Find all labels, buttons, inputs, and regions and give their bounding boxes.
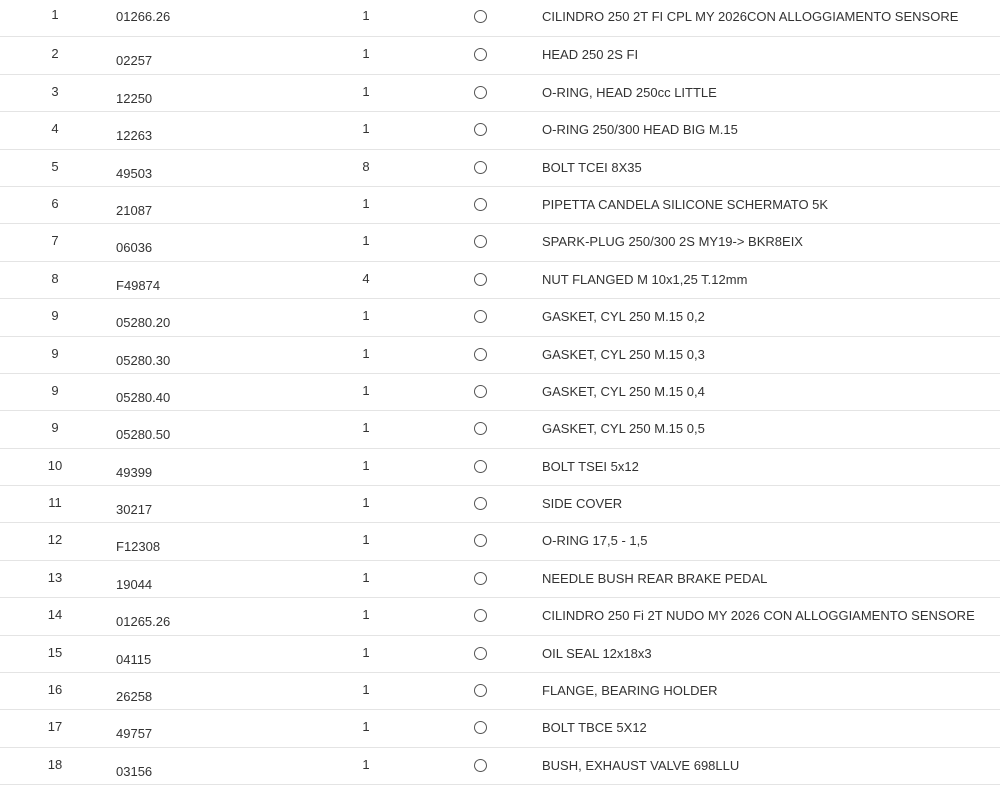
part-code: 19044 — [116, 576, 153, 592]
position-number: 8 — [51, 270, 59, 286]
select-radio[interactable] — [474, 161, 487, 174]
select-radio[interactable] — [474, 273, 487, 286]
radio-circle-icon[interactable] — [474, 48, 487, 61]
position-number: 6 — [51, 195, 59, 211]
position-number: 17 — [47, 719, 63, 735]
select-radio[interactable] — [474, 385, 487, 398]
quantity: 1 — [362, 8, 370, 23]
part-description: HEAD 250 2S FI — [542, 47, 639, 63]
table-row — [0, 37, 1000, 74]
part-code: F49874 — [116, 277, 161, 293]
quantity: 1 — [362, 382, 370, 398]
select-radio[interactable] — [474, 759, 487, 772]
quantity: 1 — [362, 756, 370, 772]
position-number: 2 — [51, 46, 59, 62]
radio-circle-icon[interactable] — [474, 348, 487, 361]
quantity: 1 — [362, 495, 370, 511]
table-row — [0, 561, 1000, 598]
position-number: 9 — [51, 420, 59, 436]
part-code: 03156 — [116, 763, 153, 779]
quantity: 1 — [362, 46, 370, 62]
part-description: GASKET, CYL 250 M.15 0,4 — [542, 383, 705, 399]
part-description: BUSH, EXHAUST VALVE 698LLU — [542, 757, 740, 773]
position-number: 12 — [47, 532, 63, 548]
table-row — [0, 187, 1000, 224]
select-radio[interactable] — [474, 647, 487, 660]
select-radio[interactable] — [474, 348, 487, 361]
table-row — [0, 411, 1000, 448]
quantity: 4 — [362, 270, 370, 286]
position-number: 4 — [51, 121, 59, 137]
select-radio[interactable] — [474, 310, 487, 323]
part-description: O-RING, HEAD 250cc LITTLE — [542, 84, 717, 100]
part-code: F12308 — [116, 539, 161, 555]
quantity: 1 — [362, 607, 370, 623]
quantity: 1 — [362, 195, 370, 211]
position-number: 7 — [51, 233, 59, 249]
part-code: 26258 — [116, 689, 153, 705]
part-description: OIL SEAL 12x18x3 — [542, 645, 652, 661]
part-code: 04115 — [116, 651, 152, 667]
select-radio[interactable] — [474, 198, 487, 211]
table-row — [0, 337, 1000, 374]
table-row — [0, 150, 1000, 187]
position-number: 9 — [51, 308, 59, 324]
part-description: O-RING 250/300 HEAD BIG M.15 — [542, 122, 738, 138]
part-code: 02257 — [116, 53, 153, 69]
select-radio[interactable] — [474, 684, 487, 697]
part-code: 01266.26 — [116, 9, 171, 24]
part-code: 30217 — [116, 502, 153, 518]
table-row — [0, 748, 1000, 785]
radio-circle-icon[interactable] — [474, 161, 487, 174]
radio-circle-icon[interactable] — [474, 759, 487, 772]
position-number: 15 — [47, 644, 63, 660]
part-code: 12263 — [116, 128, 153, 144]
table-row — [0, 0, 1000, 37]
table-row — [0, 673, 1000, 710]
part-code: 06036 — [116, 240, 153, 256]
table-row — [0, 486, 1000, 523]
part-description: NEEDLE BUSH REAR BRAKE PEDAL — [542, 570, 768, 586]
position-number: 11 — [48, 495, 62, 511]
table-row — [0, 262, 1000, 299]
select-radio[interactable] — [474, 86, 487, 99]
radio-circle-icon[interactable] — [474, 310, 487, 323]
quantity: 8 — [362, 158, 370, 174]
position-number: 3 — [51, 83, 59, 99]
part-code: 12250 — [116, 90, 153, 106]
radio-circle-icon[interactable] — [474, 609, 487, 622]
quantity: 1 — [362, 121, 370, 137]
radio-circle-icon[interactable] — [474, 460, 487, 473]
table-row — [0, 374, 1000, 411]
radio-circle-icon[interactable] — [474, 572, 487, 585]
select-radio[interactable] — [474, 609, 487, 622]
table-row — [0, 636, 1000, 673]
part-description: CILINDRO 250 Fi 2T NUDO MY 2026 CON ALLOGGIAMENTO SENSORE — [542, 608, 975, 624]
radio-circle-icon[interactable] — [474, 684, 487, 697]
select-radio[interactable] — [474, 422, 487, 435]
radio-circle-icon[interactable] — [474, 497, 487, 510]
select-radio[interactable] — [474, 572, 487, 585]
part-code: 21087 — [116, 202, 153, 218]
position-number: 18 — [47, 756, 63, 772]
select-radio[interactable] — [474, 10, 487, 23]
part-description: SIDE COVER — [542, 496, 623, 512]
radio-circle-icon[interactable] — [474, 534, 487, 547]
radio-circle-icon[interactable] — [474, 198, 487, 211]
table-row — [0, 710, 1000, 747]
part-code: 49399 — [116, 464, 153, 480]
part-code: 05280.20 — [116, 315, 171, 331]
position-number: 5 — [51, 158, 59, 174]
radio-circle-icon[interactable] — [474, 86, 487, 99]
radio-circle-icon[interactable] — [474, 385, 487, 398]
part-code: 05280.50 — [116, 427, 171, 443]
part-description: SPARK-PLUG 250/300 2S MY19-> BKR8EIX — [542, 234, 803, 250]
part-description: FLANGE, BEARING HOLDER — [542, 683, 718, 699]
part-description: NUT FLANGED M 10x1,25 T.12mm — [542, 271, 748, 287]
table-row — [0, 523, 1000, 560]
part-code: 49503 — [116, 165, 153, 181]
part-code: 05280.30 — [116, 352, 171, 368]
part-code: 05280.40 — [116, 389, 171, 405]
part-description: CILINDRO 250 2T FI CPL MY 2026CON ALLOGGIAMENTO SENSORE — [542, 9, 959, 24]
quantity: 1 — [362, 682, 370, 698]
select-radio[interactable] — [474, 460, 487, 473]
part-description: BOLT TBCE 5X12 — [542, 720, 647, 736]
quantity: 1 — [362, 644, 370, 660]
part-code: 49757 — [116, 726, 153, 742]
part-code: 01265.26 — [116, 614, 171, 630]
part-description: BOLT TSEI 5x12 — [542, 458, 639, 474]
part-description: GASKET, CYL 250 M.15 0,2 — [542, 309, 705, 325]
position-number: 16 — [47, 682, 63, 698]
position-number: 9 — [51, 345, 59, 361]
radio-circle-icon[interactable] — [474, 647, 487, 660]
position-number: 9 — [51, 382, 59, 398]
select-radio[interactable] — [474, 721, 487, 734]
quantity: 1 — [362, 233, 370, 249]
radio-circle-icon[interactable] — [474, 235, 487, 248]
radio-circle-icon[interactable] — [474, 273, 487, 286]
select-radio[interactable] — [474, 48, 487, 61]
part-description: O-RING 17,5 - 1,5 — [542, 533, 648, 549]
quantity: 1 — [362, 569, 370, 585]
radio-circle-icon[interactable] — [474, 721, 487, 734]
position-number: 13 — [47, 569, 63, 585]
select-radio[interactable] — [474, 497, 487, 510]
select-radio[interactable] — [474, 534, 487, 547]
position-number: 10 — [47, 457, 63, 473]
quantity: 1 — [362, 83, 370, 99]
select-radio[interactable] — [474, 235, 487, 248]
table-row — [0, 112, 1000, 149]
table-row — [0, 75, 1000, 112]
table-row — [0, 224, 1000, 261]
quantity: 1 — [362, 345, 370, 361]
part-description: GASKET, CYL 250 M.15 0,3 — [542, 346, 705, 362]
part-description: PIPETTA CANDELA SILICONE SCHERMATO 5K — [542, 196, 829, 212]
quantity: 1 — [362, 719, 370, 735]
quantity: 1 — [362, 457, 370, 473]
radio-circle-icon[interactable] — [474, 10, 487, 23]
table-row — [0, 299, 1000, 336]
position-number: 14 — [47, 607, 63, 623]
table-row — [0, 598, 1000, 635]
quantity: 1 — [362, 420, 370, 436]
table-row — [0, 449, 1000, 486]
position-number: 1 — [51, 7, 59, 22]
radio-circle-icon[interactable] — [474, 123, 487, 136]
part-description: BOLT TCEI 8X35 — [542, 159, 642, 175]
radio-circle-icon[interactable] — [474, 422, 487, 435]
quantity: 1 — [362, 532, 370, 548]
part-description: GASKET, CYL 250 M.15 0,5 — [542, 421, 705, 437]
quantity: 1 — [362, 308, 370, 324]
select-radio[interactable] — [474, 123, 487, 136]
